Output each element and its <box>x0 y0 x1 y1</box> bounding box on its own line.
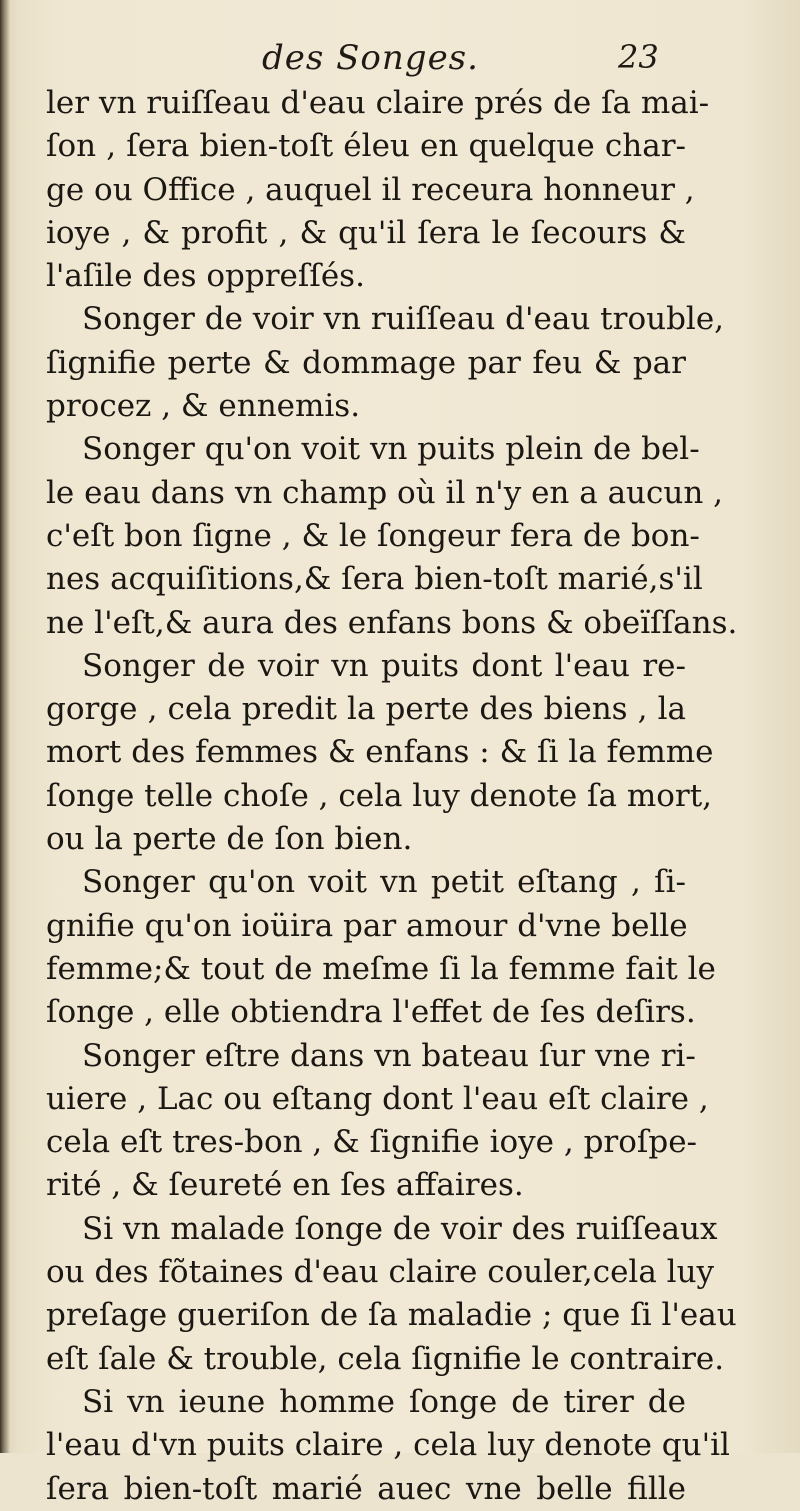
text-line: procez , & ennemis. <box>46 388 361 425</box>
text-line: nes acquiſitions,& ſera bien-toſt marié,s'il <box>46 561 703 598</box>
text-line: uiere , Lac ou eſtang dont l'eau eſt claire , <box>46 1080 709 1117</box>
text-line: c'eſt bon ſigne , & le ſongeur fera de bon- <box>46 517 700 554</box>
text-line: ſonge , elle obtiendra l'effet de ſes deſirs. <box>46 994 696 1031</box>
text-line: preſage gueriſon de ſa maladie ; que ſi l'eau <box>46 1297 737 1334</box>
text-line: ou des fõtaines d'eau claire couler,cela luy <box>46 1254 715 1291</box>
paragraph-start-line: Songer eſtre dans vn bateau ſur vne ri- <box>82 1037 696 1074</box>
paragraph-start-line: Si vn ieune homme ſonge de tirer de <box>82 1383 686 1420</box>
text-line: ge ou Office , auquel il receura honneur , <box>46 171 695 208</box>
paragraph-start-line: Songer qu'on voit vn puits plein de bel- <box>82 431 700 468</box>
text-line: gorge , cela predit la perte des biens , la <box>46 691 686 728</box>
page-gutter-shadow <box>0 0 10 1453</box>
text-line: ioye , & profit , & qu'il ſera le ſecours & <box>46 214 686 251</box>
running-title: des Songes. <box>262 38 479 78</box>
text-line: ne l'eſt,& aura des enfans bons & obeïſſans. <box>46 604 738 641</box>
page-number: 23 <box>618 38 659 76</box>
text-line: cela eſt tres-bon , & ſignifie ioye , proſpe- <box>46 1124 698 1161</box>
running-head <box>0 38 800 88</box>
text-line: gnifie qu'on ioüira par amour d'vne belle <box>46 907 688 944</box>
text-line: ſera bien-toſt marié auec vne belle fille <box>46 1470 686 1507</box>
text-line: rité , & ſeureté en ſes affaires. <box>46 1167 524 1204</box>
text-line: ou la perte de ſon bien. <box>46 821 413 858</box>
paragraph-start-line: Si vn malade ſonge de voir des ruiſſeaux <box>82 1210 718 1247</box>
text-line: ſonge telle choſe , cela luy denote ſa mort, <box>46 777 713 814</box>
paragraph-start-line: Songer de voir vn puits dont l'eau re- <box>82 647 686 684</box>
text-line: l'aſile des oppreſſés. <box>46 258 365 295</box>
text-line: femme;& tout de meſme ſi la femme fait le <box>46 950 716 987</box>
paragraph-start-line: Songer qu'on voit vn petit eſtang , ſi- <box>82 864 686 901</box>
text-line: ſon , ſera bien-toſt éleu en quelque char- <box>46 128 686 165</box>
text-line: ſignifie perte & dommage par feu & par <box>46 344 686 381</box>
text-line: mort des femmes & enfans : & ſi la femme <box>46 734 714 771</box>
paragraph-start-line: Songer de voir vn ruiſſeau d'eau trouble, <box>82 301 725 338</box>
text-line: l'eau d'vn puits claire , cela luy denote qu'il <box>46 1427 730 1464</box>
body-text <box>46 82 738 1511</box>
text-line: le eau dans vn champ où il n'y en a aucun , <box>46 474 724 511</box>
text-line: ler vn ruiſſeau d'eau claire prés de ſa mai- <box>46 85 710 121</box>
text-line: eſt ſale & trouble, cela ſignifie le contraire. <box>46 1340 725 1377</box>
